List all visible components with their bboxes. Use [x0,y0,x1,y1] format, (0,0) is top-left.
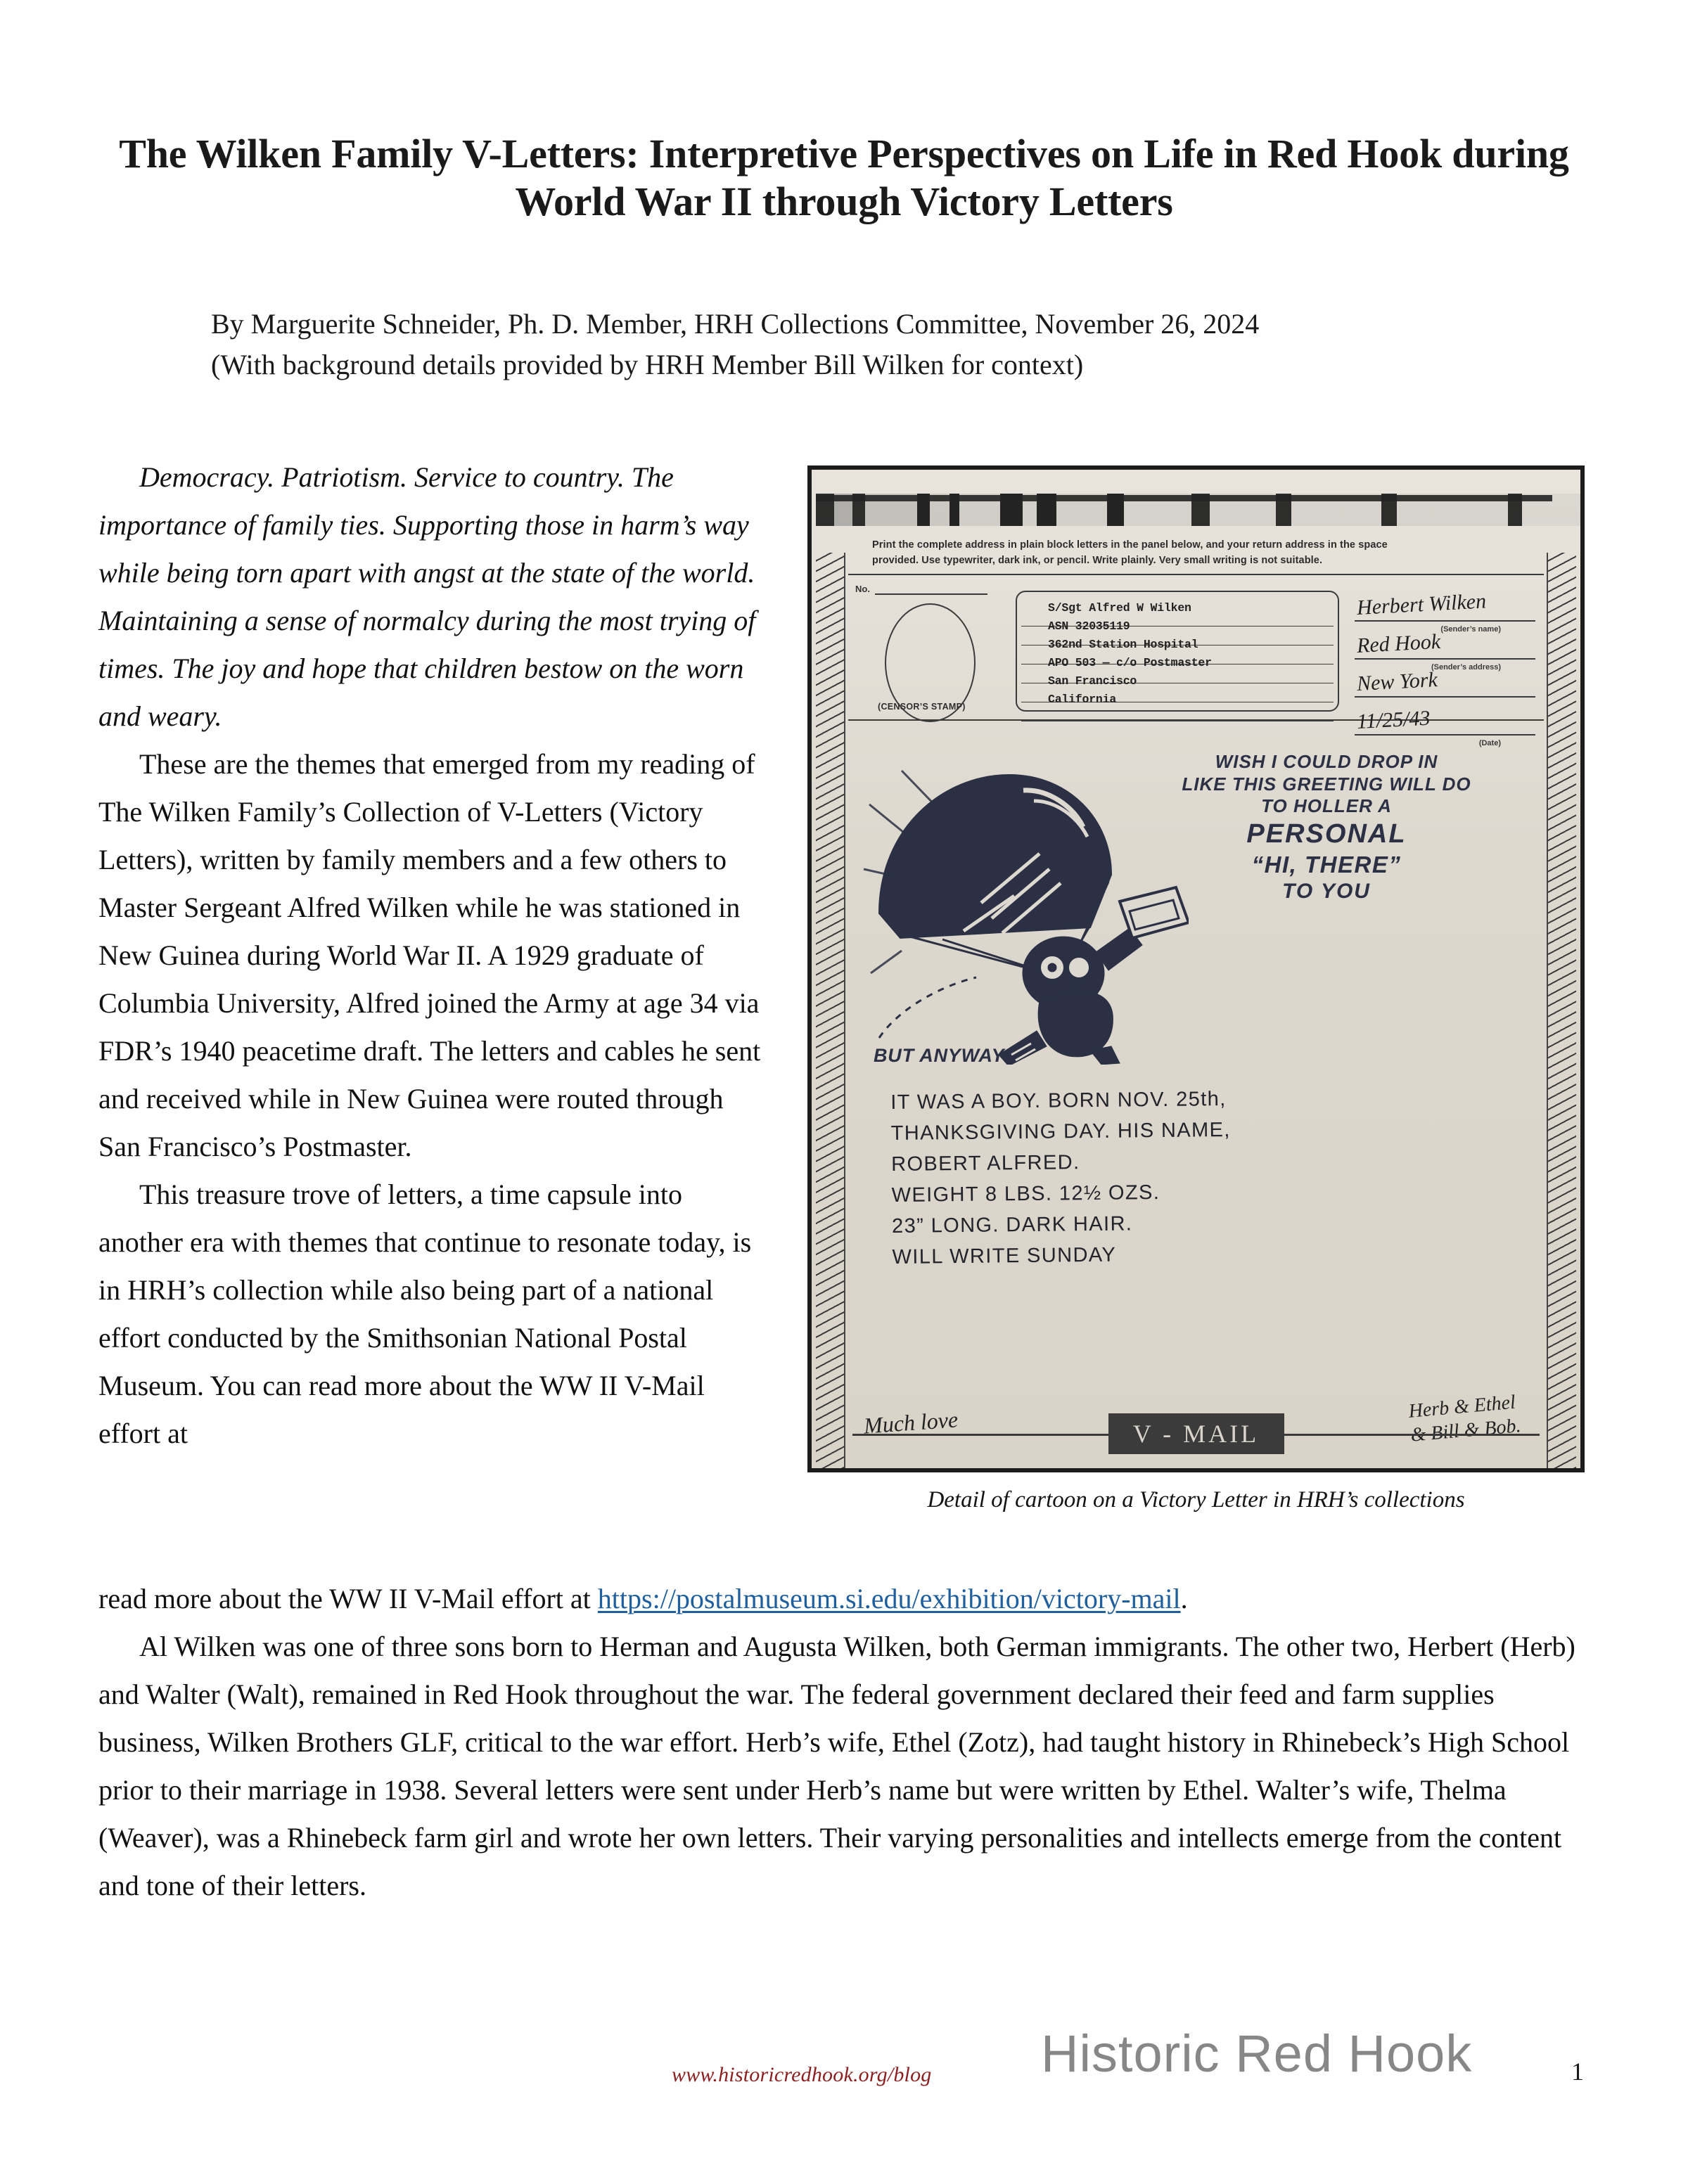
sender-block [1355,588,1540,747]
much-love-signature: Much love [862,1406,959,1439]
footer-brand-name: Historic Red Hook [1041,2024,1473,2083]
full-width-body [98,1575,1590,1910]
handwritten-line-6: WILL WRITE SUNDAY [892,1243,1117,1268]
addressee-line-5: San Francisco [1048,674,1137,688]
paragraph-treasure-trove-text: This treasure trove of letters, a time capsule into another era with themes that continue to resonate today, is in HRH’s collection while also being part of a national effort conducted by the Smithsonian National Postal Museum. You can read more about the WW II V-Mail effort at [98,1178,752,1449]
vmail-instruction-text: Print the complete address in plain block letters in the panel below, and your return address in the space provided. Use typewriter, dark ink, or pencil. Write plainly. Very small writing is not suitable. [872,539,1388,567]
number-field-label: No. [855,584,870,594]
sender-state-rule [1355,696,1535,698]
cartoon-area [848,727,1544,1464]
signoff-signature [1407,1390,1521,1447]
sender-state-row [1355,664,1540,702]
paragraph-vmail-link-line [98,1575,1590,1623]
cartoon-greeting [1179,751,1474,904]
greeting-line-1: WISH I COULD DROP IN [1215,751,1438,772]
sender-date-caption: (Date) [1478,739,1501,747]
handwritten-line-5: 23” LONG. DARK HAIR. [891,1212,1133,1238]
addressee-line-3: 362nd Station Hospital [1048,638,1198,651]
paragraph-treasure-trove-start [98,1171,767,1458]
vmail-figure [807,465,1585,1472]
handwritten-line-1: IT WAS A BOY. BORN NOV. 25th, [890,1088,1227,1114]
byline [211,304,1505,385]
paragraph-family-history: Al Wilken was one of three sons born to Herman and Augusta Wilken, both German immigrants. The other two, Herbert (Herb) and Walter (Walt), remained in Red Hook throughout the war. The federal government declared their feed and farm supplies business, Wilken Brothers GLF, critical to the war effort. Herb’s wife, Ethel (Zotz), had taught history in Rhinebeck’s High School prior to their marriage in 1938. Several letters were sent under Herb’s name but were written by Ethel. Walter’s wife, Thelma (Weaver), was a Rhinebeck farm girl and wrote her own letters. Their varying personalities and intellects emerge from the content and tone of their letters. [98,1631,1575,1901]
greeting-line-2: LIKE THIS GREETING WILL DO [1182,773,1471,795]
greeting-line-3: TO HOLLER A [1261,795,1392,817]
handwritten-line-4: WEIGHT 8 LBS. 12½ OZS. [891,1181,1160,1207]
sender-date-handwriting: 11/25/43 [1356,706,1431,734]
but-anyway-text: BUT ANYWAY-- [874,1045,1018,1066]
byline-context-line: (With background details provided by HRH Member Bill Wilken for context) [211,349,1084,380]
hatched-margin-left [816,553,845,1468]
sender-address-caption: (Sender’s address) [1431,663,1501,672]
sender-address-rule [1355,658,1535,660]
addressee-box [1016,591,1339,712]
handwritten-message [890,1080,1539,1273]
sender-name-row [1355,588,1540,634]
sender-name-handwriting: Herbert Wilken [1356,589,1487,620]
page-title: The Wilken Family V-Letters: Interpretive Perspectives on Life in Red Hook during World War II through Victory Letters [119,131,1569,224]
sender-address-row [1355,626,1540,672]
number-field-rule [875,593,987,595]
signoff-line-2: & Bill & Bob. [1409,1415,1522,1446]
addressee-line-6: California [1048,693,1117,706]
censor-stamp-label: (CENSOR’S STAMP) [878,702,966,712]
addressee-line-1: S/Sgt Alfred W Wilken [1048,601,1191,615]
greeting-line-personal: PERSONAL [1246,819,1407,849]
parachutist-cartoon-icon [858,762,1189,1065]
handwritten-line-2: THANKSGIVING DAY. HIS NAME, [890,1118,1231,1145]
left-column-body [98,454,767,1458]
lede-paragraph: Democracy. Patriotism. Service to country. The importance of family ties. Supporting those in harm’s way while being torn apart with angst at the state of the world. Maintaining a sense of normalcy during the most trying of times. The joy and hope that children bestow on the worn and weary. [98,461,756,732]
signoff-line-1: Herb & Ethel [1407,1391,1516,1422]
greeting-line-to-you: TO YOU [1282,879,1371,903]
footer-blog-url[interactable]: www.historicredhook.org/blog [672,2063,932,2086]
vmail-link-lead-in: read more about the WW II V-Mail effort at [98,1583,598,1614]
paragraph-themes: These are the themes that emerged from my reading of The Wilken Family’s Collection of V-Letters (Victory Letters), written by family members and a few others to Master Sergeant Alfred Wilken while he was stationed in New Guinea during World War II. A 1929 graduate of Columbia University, Alfred joined the Army at age 34 via FDR’s 1940 peacetime draft. The letters and cables he sent and received while in New Guinea were routed through San Francisco’s Postmaster. [98,748,761,1162]
postal-museum-link[interactable]: https://postalmuseum.si.edu/exhibition/victory-mail [597,1583,1181,1614]
sender-address-handwriting: Red Hook [1356,629,1441,658]
addressee-line-4: APO 503 — c/o Postmaster [1048,656,1212,669]
sender-name-rule [1355,620,1535,622]
addressee-line-2: ASN 32035119 [1048,619,1130,633]
page-number: 1 [1571,2057,1584,2086]
byline-author-line: By Marguerite Schneider, Ph. D. Member, HRH Collections Committee, November 26, 2024 [211,308,1260,340]
scan-smudge-rule [816,495,1552,501]
vmail-badge: V - MAIL [1108,1413,1284,1454]
handwritten-line-3: ROBERT ALFRED. [890,1151,1080,1176]
address-panel [848,574,1544,747]
hatched-margin-right [1547,553,1576,1468]
vmail-scan [807,465,1585,1472]
greeting-line-hi-there: “HI, THERE” [1251,851,1402,878]
sender-state-handwriting: New York [1356,668,1438,696]
vmail-link-period: . [1180,1583,1188,1614]
sender-name-caption: (Sender’s name) [1440,625,1501,634]
figure-caption: Detail of cartoon on a Victory Letter in HRH’s collections [927,1487,1465,1512]
